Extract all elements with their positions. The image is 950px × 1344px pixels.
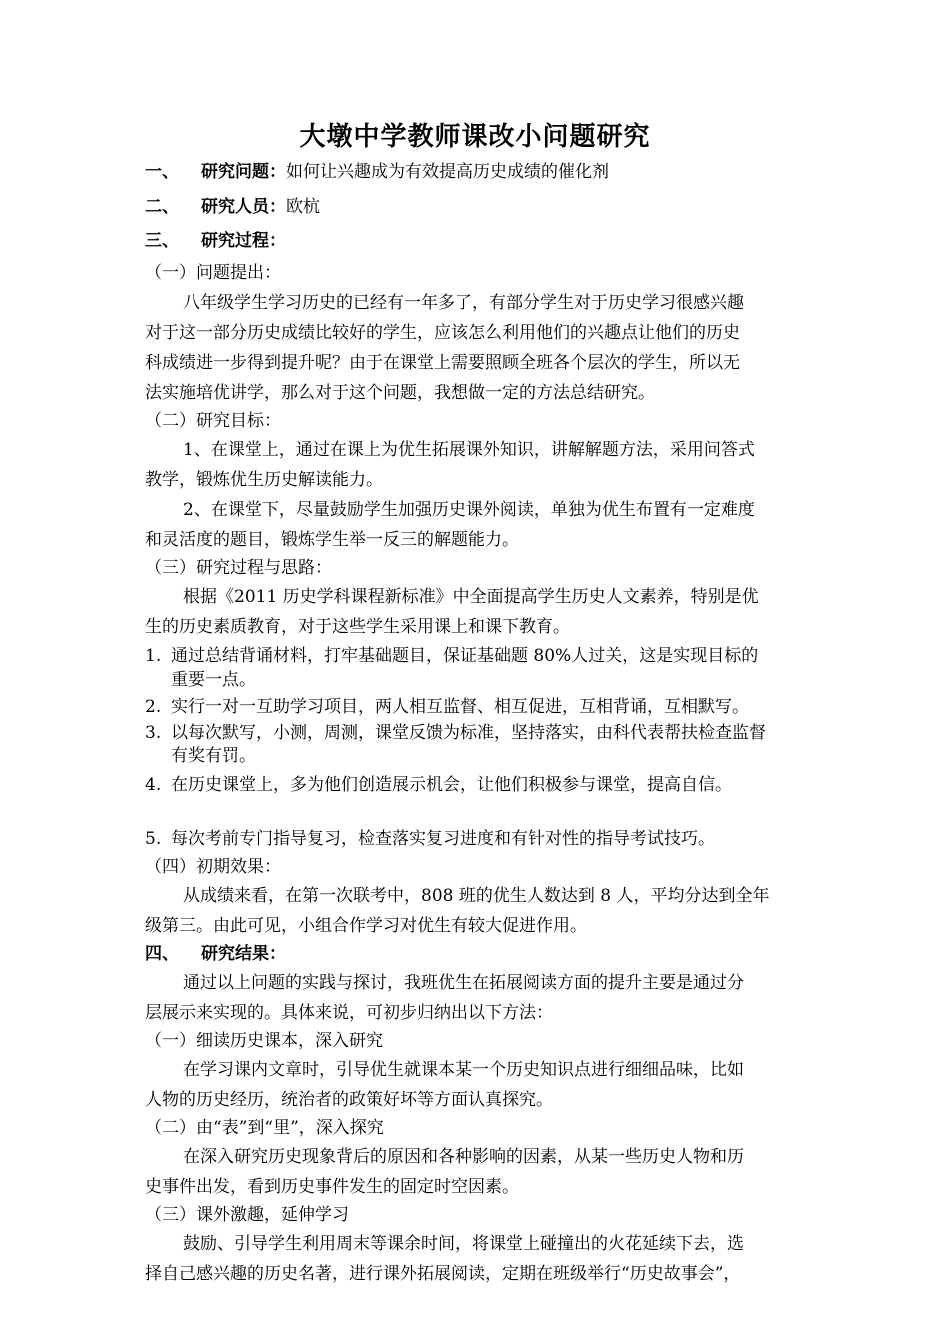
subheading: （四）初期效果： (145, 857, 281, 877)
paragraph-line: 法实施培优讲学，那么对于这个问题，我想做一定的方法总结研究。 (145, 383, 655, 403)
section-number: 三、 (145, 231, 179, 251)
section-process (145, 226, 815, 256)
section-number: 二、 (145, 197, 179, 217)
paragraph-line: 层展示来实现的。具体来说，可初步归纳出以下方法： (145, 1003, 553, 1023)
section-researcher (145, 192, 815, 222)
paragraph-line: 从成绩来看，在第一次联考中，808 班的优生人数达到 8 人，平均分达到全年 (183, 886, 770, 906)
list-number: 1. (145, 646, 162, 666)
paragraph-line: 人物的历史经历，统治者的政策好坏等方面认真探究。 (145, 1090, 553, 1110)
section-results (145, 939, 815, 969)
section-label: 研究过程： (201, 231, 286, 251)
paragraph-line: 1、在课堂上，通过在课上为优生拓展课外知识，讲解解题方法，采用问答式 (183, 440, 755, 460)
section-number: 一、 (145, 162, 179, 182)
subheading: （二）由“表”到“里”，深入探究 (145, 1118, 384, 1138)
paragraph-line: 生的历史素质教育，对于这些学生采用课上和课下教育。 (145, 617, 570, 637)
list-item-continuation: 重要一点。 (171, 670, 256, 690)
paragraph-line: 和灵活度的题目，锻炼学生举一反三的解题能力。 (145, 530, 519, 550)
list-number: 4. (145, 775, 162, 795)
section-value: 欧杭 (286, 197, 320, 217)
subheading: （三）课外激趣，延伸学习 (145, 1205, 349, 1225)
list-item-continuation: 有奖有罚。 (171, 746, 256, 766)
paragraph-line: 级第三。由此可见，小组合作学习对优生有较大促进作用。 (145, 916, 587, 936)
list-number: 2. (145, 697, 162, 717)
list-number: 3. (145, 723, 162, 743)
paragraph-line: 择自己感兴趣的历史名著，进行课外拓展阅读，定期在班级举行“历史故事会”， (145, 1264, 741, 1284)
section-value: 如何让兴趣成为有效提高历史成绩的催化剂 (286, 162, 609, 182)
list-item (145, 824, 815, 854)
paragraph-line: 教学，锻炼优生历史解读能力。 (145, 470, 383, 490)
list-text: 实行一对一互助学习项目，两人相互监督、相互促进，互相背诵，互相默写。 (171, 697, 749, 717)
paragraph-line: 八年级学生学习历史的已经有一年多了，有部分学生对于历史学习很感兴趣 (183, 293, 744, 313)
paragraph-line: 在学习课内文章时，引导优生就课本某一个历史知识点进行细细品味，比如 (183, 1060, 744, 1080)
list-text: 在历史课堂上，多为他们创造展示机会，让他们积极参与课堂，提高自信。 (171, 775, 732, 795)
list-text: 以每次默写，小测，周测，课堂反馈为标准，坚持落实，由科代表帮扶检查监督 (171, 723, 766, 743)
subheading: （一）细读历史课本，深入研究 (145, 1031, 383, 1051)
paragraph-line: 对于这一部分历史成绩比较好的学生，应该怎么利用他们的兴趣点让他们的历史 (145, 323, 740, 343)
list-number: 5. (145, 829, 162, 849)
paragraph-line: 科成绩进一步得到提升呢？由于在课堂上需要照顾全班各个层次的学生，所以无 (145, 353, 740, 373)
page-title: 大墩中学教师课改小问题研究 (299, 122, 651, 152)
subheading: （一）问题提出： (145, 263, 281, 283)
list-text: 通过总结背诵材料，打牢基础题目，保证基础题 80%人过关，这是实现目标的 (171, 646, 759, 666)
list-text: 每次考前专门指导复习，检查落实复习进度和有针对性的指导考试技巧。 (171, 829, 715, 849)
section-label: 研究结果： (201, 944, 286, 964)
section-label: 研究人员： (201, 197, 286, 217)
paragraph-line: 通过以上问题的实践与探讨，我班优生在拓展阅读方面的提升主要是通过分 (183, 973, 744, 993)
list-item (145, 770, 815, 800)
section-label: 研究问题： (201, 162, 286, 182)
paragraph-line: 2、在课堂下，尽量鼓励学生加强历史课外阅读，单独为优生布置有一定难度 (183, 500, 755, 520)
section-number: 四、 (145, 944, 179, 964)
subheading: （三）研究过程与思路： (145, 558, 332, 578)
subheading: （二）研究目标： (145, 411, 281, 431)
paragraph-line: 根据《2011 历史学科课程新标准》中全面提高学生历史人文素养，特别是优 (183, 587, 759, 607)
paragraph-line: 在深入研究历史现象背后的原因和各种影响的因素，从某一些历史人物和历 (183, 1147, 744, 1167)
section-research-question (145, 157, 815, 187)
paragraph-line: 史事件出发，看到历史事件发生的固定时空因素。 (145, 1177, 519, 1197)
paragraph-line: 鼓励、引导学生利用周末等课余时间，将课堂上碰撞出的火花延续下去，选 (183, 1234, 744, 1254)
